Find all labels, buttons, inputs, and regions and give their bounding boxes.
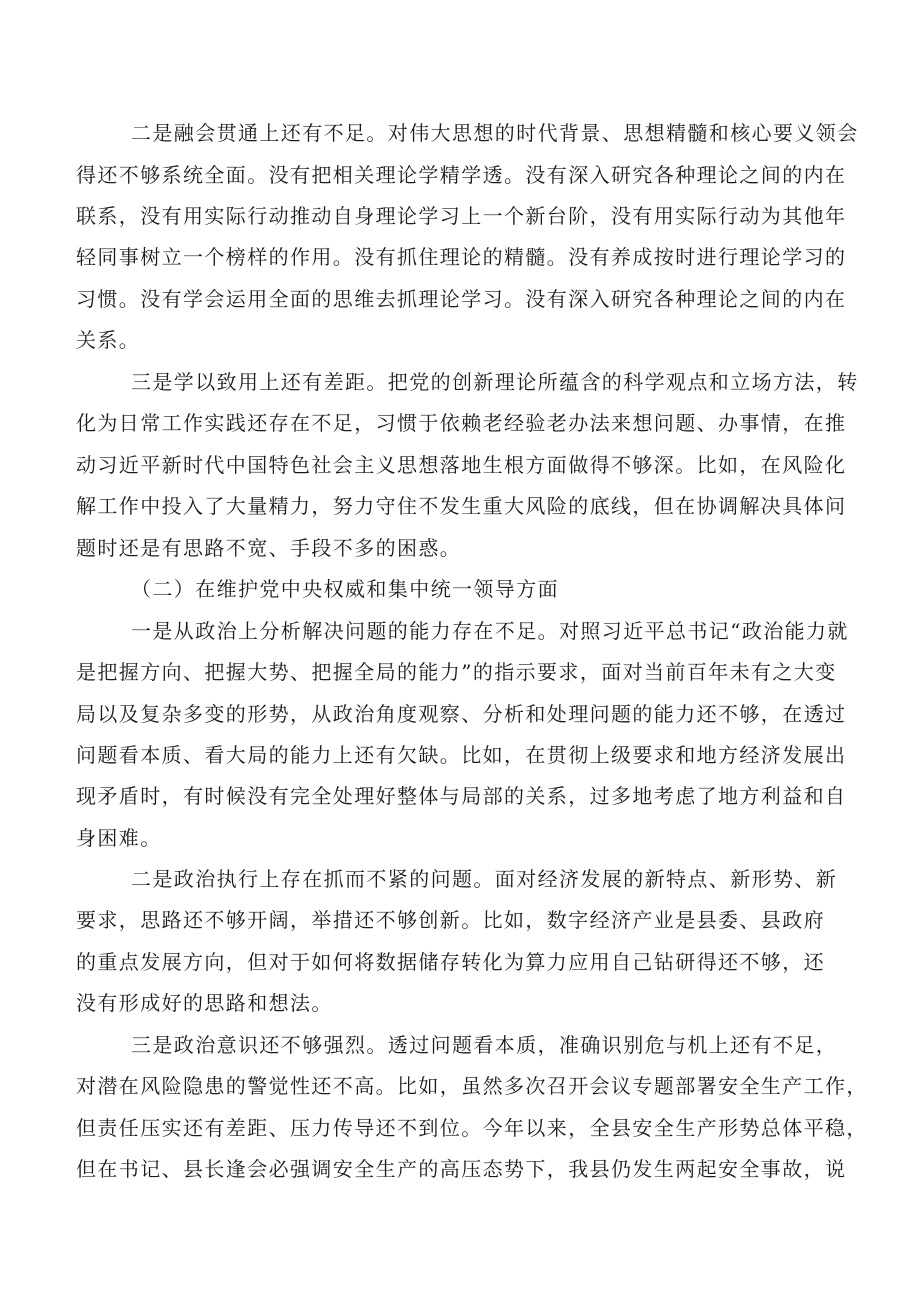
text-line: 二是融会贯通上还有不足。对伟大思想的时代背景、思想精髓和核心要义领会 xyxy=(131,121,859,145)
text-line: 习惯。没有学会运用全面的思维去抓理论学习。没有深入研究各种理论之间的内在 xyxy=(76,287,847,311)
text-line: 二是政治执行上存在抓而不紧的问题。面对经济发展的新特点、新形势、新 xyxy=(131,867,838,891)
text-line: 轻同事树立一个榜样的作用。没有抓住理论的精髓。没有养成按时进行理论学习的 xyxy=(76,245,847,269)
text-line: 三是学以致用上还有差距。把党的创新理论所蕴含的科学观点和立场方法，转 xyxy=(131,370,859,394)
text-line: 关系。 xyxy=(76,328,141,352)
text-line: 要求，思路还不够开阔，举措还不够创新。比如，数字经济产业是县委、县政府 xyxy=(76,908,825,932)
text-line: 但责任压实还有差距、压力传导还不到位。今年以来，全县安全生产形势总体平稳， xyxy=(76,1116,868,1140)
text-line: 是把握方向、把握大势、把握全局的能力”的指示要求，面对当前百年未有之大变 xyxy=(76,660,837,684)
text-line: 身困难。 xyxy=(76,826,162,850)
text-line: 但在书记、县长逢会必强调安全生产的高压态势下，我县仍发生两起安全事故，说 xyxy=(76,1157,847,1181)
text-line: 没有形成好的思路和想法。 xyxy=(76,991,333,1015)
text-line: 题时还是有思路不宽、手段不多的困惑。 xyxy=(76,536,462,560)
text-line: 联系，没有用实际行动推动自身理论学习上一个新台阶，没有用实际行动为其他年 xyxy=(76,204,847,228)
text-line: 一是从政治上分析解决问题的能力存在不足。对照习近平总书记“政治能力就 xyxy=(131,619,849,643)
text-line: 动习近平新时代中国特色社会主义思想落地生根方面做得不够深。比如，在风险化 xyxy=(76,453,847,477)
text-line: 对潜在风险隐患的警觉性还不高。比如，虽然多次召开会议专题部署安全生产工作， xyxy=(76,1074,868,1098)
text-line: 化为日常工作实践还存在不足，习惯于依赖老经验老办法来想问题、办事情，在推 xyxy=(76,411,847,435)
text-line: 局以及复杂多变的形势，从政治角度观察、分析和处理问题的能力还不够，在透过 xyxy=(76,702,847,726)
text-line: 的重点发展方向，但对于如何将数据储存转化为算力应用自己钻研得还不够，还 xyxy=(76,950,825,974)
text-line: 三是政治意识还不够强烈。透过问题看本质，准确识别危与机上还有不足， xyxy=(131,1033,838,1057)
text-line: 现矛盾时，有时候没有完全处理好整体与局部的关系，过多地考虑了地方利益和自 xyxy=(76,784,847,808)
section-heading: （二）在维护党中央权威和集中统一领导方面 xyxy=(131,577,559,601)
text-line: 解工作中投入了大量精力，努力守住不发生重大风险的底线，但在协调解决具体问 xyxy=(76,494,847,518)
text-line: 得还不够系统全面。没有把相关理论学精学透。没有深入研究各种理论之间的内在 xyxy=(76,163,847,187)
text-line: 问题看本质、看大局的能力上还有欠缺。比如，在贯彻上级要求和地方经济发展出 xyxy=(76,743,847,767)
